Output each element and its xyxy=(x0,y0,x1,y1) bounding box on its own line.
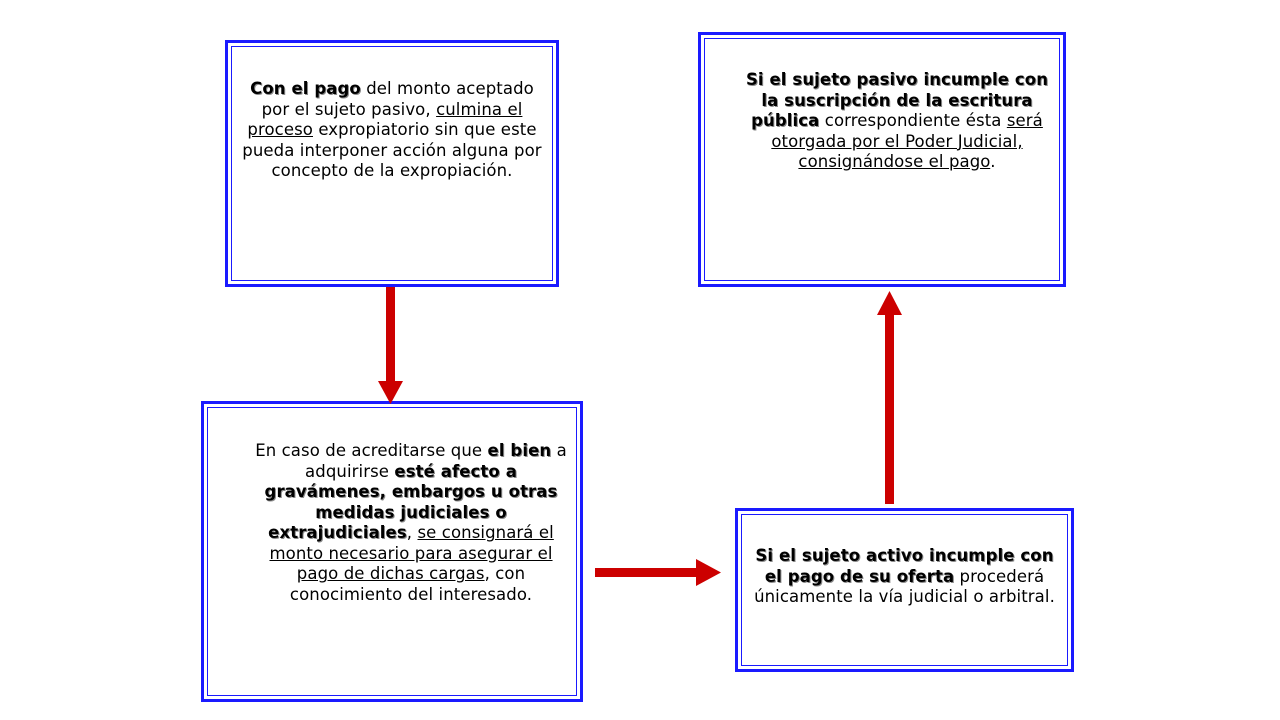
arrow-down xyxy=(378,287,403,404)
text-run: el bien xyxy=(487,441,552,460)
text-run: a adquirirse xyxy=(305,441,567,481)
text-run: Si el sujeto pasivo incumple con la suscripción de la escritura pública xyxy=(745,70,1049,130)
text-run: del monto aceptado por el sujeto pasivo, xyxy=(261,79,534,119)
text-run: correspondiente ésta xyxy=(819,111,1007,130)
text-run: expropiatorio sin que este pueda interponer acción alguna por concepto de la expropiación. xyxy=(242,120,542,180)
text-run: En caso de acreditarse que xyxy=(255,441,488,460)
text-run: Con el pago xyxy=(250,79,361,98)
text-run: procederá únicamente la vía judicial o arbitral. xyxy=(754,566,1055,606)
text-run: será otorgada por el Poder Judicial, consignándose el pago xyxy=(771,111,1043,171)
text-run: se consignará el monto necesario para asegurar el pago de dichas cargas xyxy=(269,523,554,583)
text-run: , con conocimiento del interesado. xyxy=(289,564,533,604)
text-run: Si el sujeto activo incumple con el pago de su oferta xyxy=(755,546,1054,586)
text-run: , xyxy=(406,523,418,542)
arrow-up xyxy=(877,291,902,504)
text-run: esté afecto a gravámenes, embargos u otras medidas judiciales o extrajudiciales xyxy=(264,461,558,542)
arrow-right xyxy=(595,559,721,586)
text-run: . xyxy=(990,152,996,171)
text-run: culmina el proceso xyxy=(247,99,523,139)
